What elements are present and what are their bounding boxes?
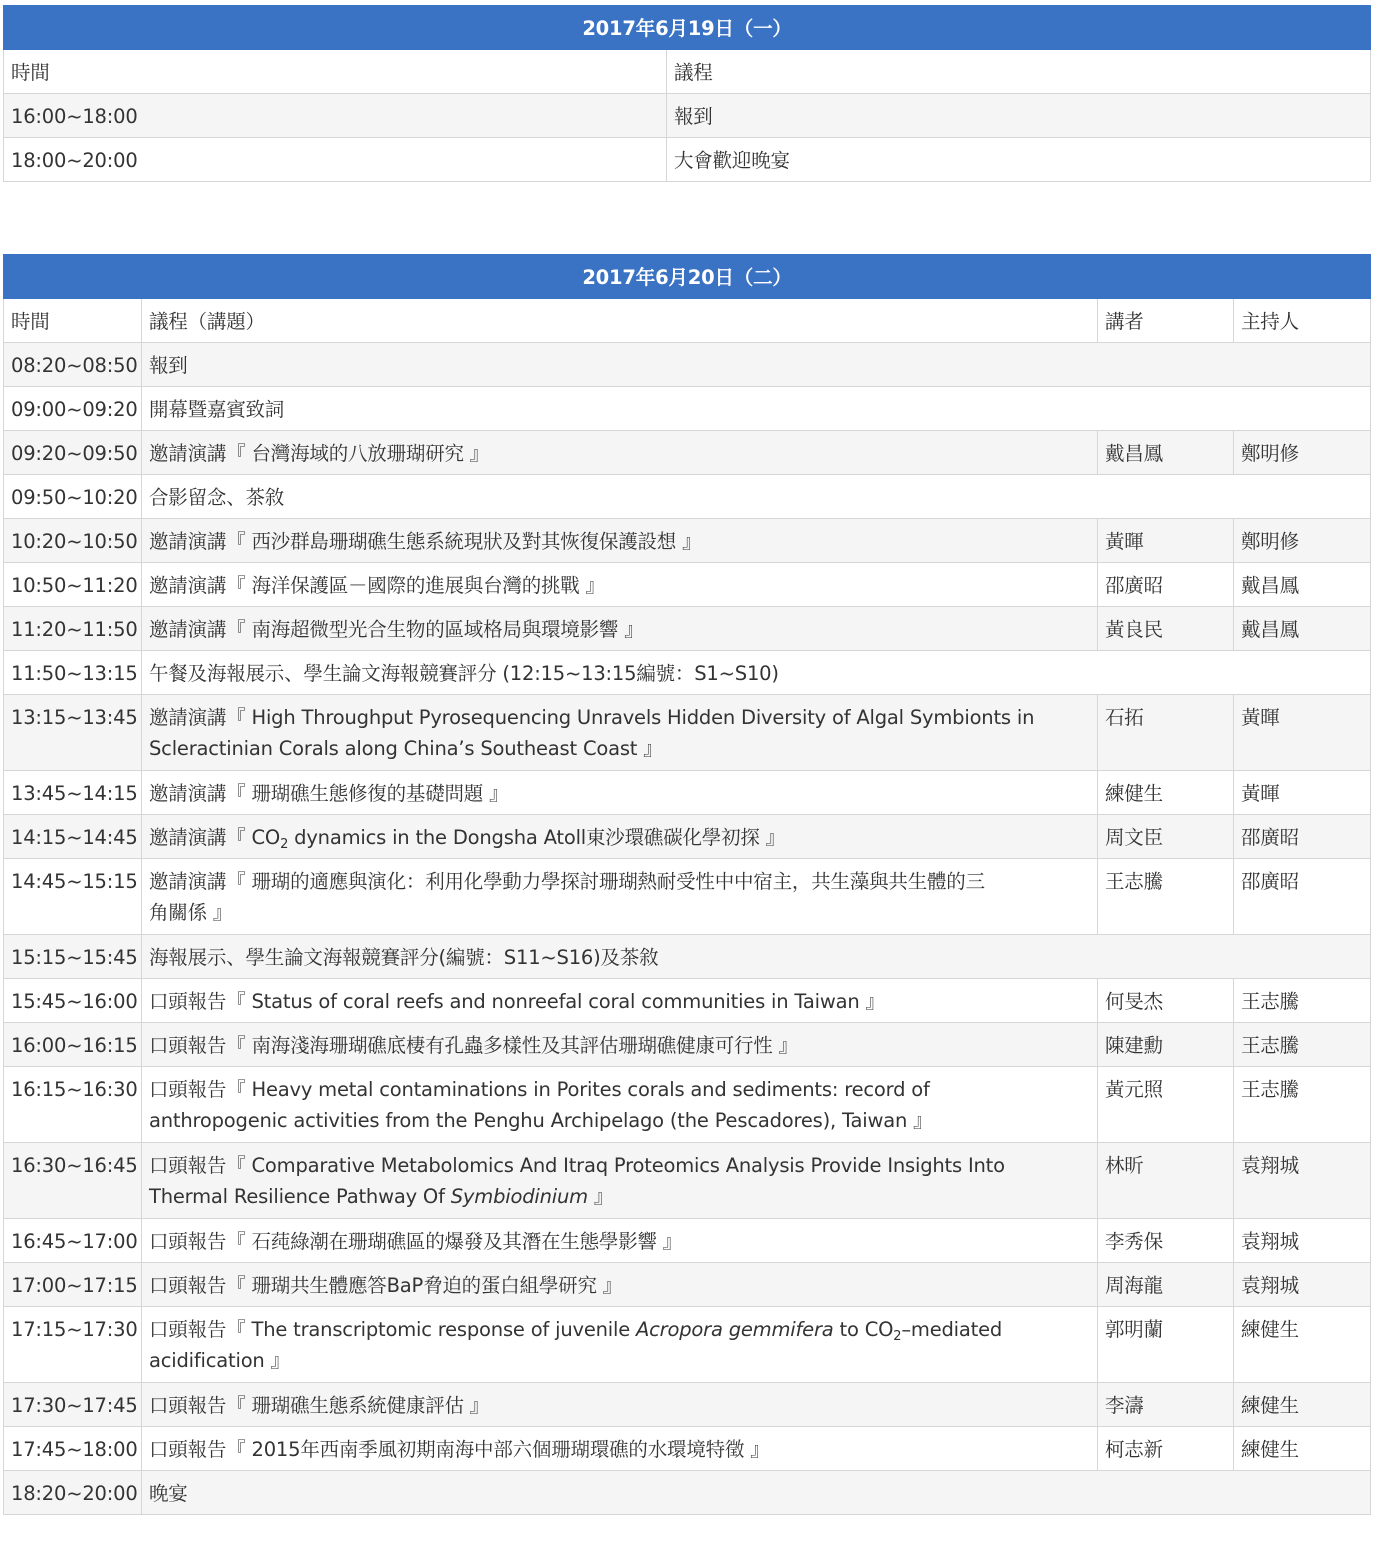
- speaker-cell: 陳建勳: [1098, 1023, 1234, 1067]
- subscript: 2: [280, 837, 289, 852]
- time-cell: 08:20~08:50: [4, 343, 142, 387]
- time-cell: 18:20~20:00: [4, 1471, 142, 1515]
- day2-schedule-table: [3, 254, 1371, 1515]
- table-row: [4, 519, 1371, 563]
- agenda-text: 口頭報告『 The transcriptomic response of juvenile: [149, 1318, 637, 1341]
- host-cell: 練健生: [1234, 1307, 1371, 1383]
- host-cell: 戴昌鳳: [1234, 607, 1371, 651]
- column-header-time: 時間: [4, 299, 142, 343]
- table-row: [4, 387, 1371, 431]
- host-cell: 練健生: [1234, 1383, 1371, 1427]
- table-header-row: [4, 50, 1371, 94]
- time-cell: 13:45~14:15: [4, 771, 142, 815]
- table-row: [4, 94, 1371, 138]
- table-row: [4, 771, 1371, 815]
- speaker-cell: 郭明蘭: [1098, 1307, 1234, 1383]
- host-cell: 黃暉: [1234, 695, 1371, 771]
- agenda-cell: 海報展示、學生論文海報競賽評分(編號：S11~S16)及茶敘: [142, 935, 1371, 979]
- host-cell: 邵廣昭: [1234, 815, 1371, 859]
- speaker-cell: 黃良民: [1098, 607, 1234, 651]
- time-cell: 17:00~17:15: [4, 1263, 142, 1307]
- time-cell: 10:20~10:50: [4, 519, 142, 563]
- table-row: [4, 1067, 1371, 1143]
- speaker-cell: 黃元照: [1098, 1067, 1234, 1143]
- agenda-line: anthropogenic activities from the Penghu Archipelago (the Pescadores), Taiwan 』: [149, 1109, 933, 1132]
- table-row: [4, 979, 1371, 1023]
- agenda-cell: 邀請演講『 西沙群島珊瑚礁生態系統現狀及對其恢復保護設想 』: [142, 519, 1098, 563]
- agenda-cell: 邀請演講『 珊瑚礁生態修復的基礎問題 』: [142, 771, 1098, 815]
- time-cell: 16:00~16:15: [4, 1023, 142, 1067]
- agenda-cell: [142, 695, 1098, 771]
- agenda-line: 邀請演講『 High Throughput Pyrosequencing Unravels Hidden Diversity of Algal Symbionts in: [149, 706, 1035, 729]
- time-cell: 11:50~13:15: [4, 651, 142, 695]
- speaker-cell: 林昕: [1098, 1143, 1234, 1219]
- table-row: [4, 1023, 1371, 1067]
- table-row: [4, 1471, 1371, 1515]
- species-name: Acropora gemmifera: [636, 1318, 834, 1341]
- agenda-line: 邀請演講『 珊瑚的適應與演化：利用化學動力學探討珊瑚熱耐受性中中宿主，共生藻與共生體的三: [149, 870, 985, 893]
- table-row: [4, 695, 1371, 771]
- time-cell: 10:50~11:20: [4, 563, 142, 607]
- agenda-cell: [142, 1307, 1098, 1383]
- agenda-text: dynamics in the Dongsha Atoll東沙環礁碳化學初探 』: [288, 826, 786, 849]
- agenda-cell: [142, 859, 1098, 935]
- agenda-cell: 大會歡迎晚宴: [667, 138, 1371, 182]
- table-row: [4, 1143, 1371, 1219]
- table-row: [4, 815, 1371, 859]
- host-cell: 王志騰: [1234, 1067, 1371, 1143]
- speaker-cell: 周海龍: [1098, 1263, 1234, 1307]
- speaker-cell: 邵廣昭: [1098, 563, 1234, 607]
- time-cell: 09:20~09:50: [4, 431, 142, 475]
- column-header-speaker: 講者: [1098, 299, 1234, 343]
- speaker-cell: 王志騰: [1098, 859, 1234, 935]
- speaker-cell: 戴昌鳳: [1098, 431, 1234, 475]
- table-row: [4, 343, 1371, 387]
- time-cell: 14:45~15:15: [4, 859, 142, 935]
- agenda-line: 角關係 』: [149, 901, 233, 924]
- speaker-cell: 周文臣: [1098, 815, 1234, 859]
- agenda-line: 口頭報告『 Comparative Metabolomics And Itraq Proteomics Analysis Provide Insights Into: [149, 1154, 1005, 1177]
- speaker-cell: 柯志新: [1098, 1427, 1234, 1471]
- host-cell: 黃暉: [1234, 771, 1371, 815]
- agenda-cell: 邀請演講『 海洋保護區－國際的進展與台灣的挑戰 』: [142, 563, 1098, 607]
- table-row: [4, 1383, 1371, 1427]
- time-cell: 15:45~16:00: [4, 979, 142, 1023]
- column-header-host: 主持人: [1234, 299, 1371, 343]
- table-row: [4, 1427, 1371, 1471]
- table-row: [4, 431, 1371, 475]
- time-cell: 18:00~20:00: [4, 138, 667, 182]
- table-row: [4, 475, 1371, 519]
- agenda-cell: 開幕暨嘉賓致詞: [142, 387, 1371, 431]
- host-cell: 袁翔城: [1234, 1219, 1371, 1263]
- host-cell: 袁翔城: [1234, 1143, 1371, 1219]
- table-header-row: [4, 299, 1371, 343]
- table-row: [4, 563, 1371, 607]
- agenda-cell: [142, 815, 1098, 859]
- agenda-cell: 口頭報告『 南海淺海珊瑚礁底棲有孔蟲多樣性及其評估珊瑚礁健康可行性 』: [142, 1023, 1098, 1067]
- host-cell: 王志騰: [1234, 1023, 1371, 1067]
- subscript: 2: [893, 1329, 902, 1344]
- agenda-cell: 邀請演講『 台灣海域的八放珊瑚研究 』: [142, 431, 1098, 475]
- day1-schedule-table: [3, 5, 1371, 182]
- time-cell: 16:45~17:00: [4, 1219, 142, 1263]
- host-cell: 練健生: [1234, 1427, 1371, 1471]
- time-cell: 11:20~11:50: [4, 607, 142, 651]
- agenda-text: to CO: [833, 1318, 894, 1341]
- table-row: [4, 935, 1371, 979]
- table-row: [4, 138, 1371, 182]
- time-cell: 17:45~18:00: [4, 1427, 142, 1471]
- agenda-text: –mediated: [901, 1318, 1003, 1341]
- table-row: [4, 859, 1371, 935]
- host-cell: 邵廣昭: [1234, 859, 1371, 935]
- column-header-agenda: 議程: [667, 50, 1371, 94]
- table-row: [4, 607, 1371, 651]
- day1-date-header: 2017年6月19日（一）: [4, 6, 1371, 50]
- speaker-cell: 何旻杰: [1098, 979, 1234, 1023]
- speaker-cell: 練健生: [1098, 771, 1234, 815]
- host-cell: 袁翔城: [1234, 1263, 1371, 1307]
- agenda-cell: 晚宴: [142, 1471, 1371, 1515]
- agenda-cell: 報到: [667, 94, 1371, 138]
- agenda-line: 口頭報告『 Heavy metal contaminations in Porites corals and sediments: record of: [149, 1078, 930, 1101]
- agenda-cell: 口頭報告『 珊瑚礁生態系統健康評估 』: [142, 1383, 1098, 1427]
- agenda-cell: [142, 1143, 1098, 1219]
- host-cell: 戴昌鳳: [1234, 563, 1371, 607]
- time-cell: 09:00~09:20: [4, 387, 142, 431]
- time-cell: 17:30~17:45: [4, 1383, 142, 1427]
- time-cell: 16:30~16:45: [4, 1143, 142, 1219]
- speaker-cell: 黃暉: [1098, 519, 1234, 563]
- day2-date-header: 2017年6月20日（二）: [4, 255, 1371, 299]
- table-row: [4, 1307, 1371, 1383]
- agenda-text: 邀請演講『 CO: [149, 826, 281, 849]
- time-cell: 17:15~17:30: [4, 1307, 142, 1383]
- agenda-text: Thermal Resilience Pathway Of: [149, 1185, 451, 1208]
- time-cell: 16:15~16:30: [4, 1067, 142, 1143]
- agenda-text: 』: [587, 1185, 614, 1208]
- time-cell: 16:00~18:00: [4, 94, 667, 138]
- time-cell: 13:15~13:45: [4, 695, 142, 771]
- agenda-cell: 邀請演講『 南海超微型光合生物的區域格局與環境影響 』: [142, 607, 1098, 651]
- speaker-cell: 李秀保: [1098, 1219, 1234, 1263]
- species-name: Symbiodinium: [450, 1185, 588, 1208]
- host-cell: 王志騰: [1234, 979, 1371, 1023]
- table-row: [4, 1219, 1371, 1263]
- agenda-cell: [142, 1067, 1098, 1143]
- time-cell: 15:15~15:45: [4, 935, 142, 979]
- speaker-cell: 李濤: [1098, 1383, 1234, 1427]
- host-cell: 鄭明修: [1234, 431, 1371, 475]
- agenda-cell: 口頭報告『 珊瑚共生體應答BaP脅迫的蛋白組學研究 』: [142, 1263, 1098, 1307]
- agenda-line: Scleractinian Corals along China’s Southeast Coast 』: [149, 737, 663, 760]
- agenda-line: acidification 』: [149, 1349, 290, 1372]
- speaker-cell: 石拓: [1098, 695, 1234, 771]
- time-cell: 09:50~10:20: [4, 475, 142, 519]
- agenda-cell: 報到: [142, 343, 1371, 387]
- agenda-cell: 口頭報告『 石莼綠潮在珊瑚礁區的爆發及其潛在生態學影響 』: [142, 1219, 1098, 1263]
- host-cell: 鄭明修: [1234, 519, 1371, 563]
- column-header-time: 時間: [4, 50, 667, 94]
- table-row: [4, 1263, 1371, 1307]
- time-cell: 14:15~14:45: [4, 815, 142, 859]
- table-row: [4, 651, 1371, 695]
- agenda-cell: 口頭報告『 2015年西南季風初期南海中部六個珊瑚環礁的水環境特徵 』: [142, 1427, 1098, 1471]
- agenda-cell: 口頭報告『 Status of coral reefs and nonreefal coral communities in Taiwan 』: [142, 979, 1098, 1023]
- column-header-agenda: 議程（講題）: [142, 299, 1098, 343]
- agenda-cell: 午餐及海報展示、學生論文海報競賽評分 (12:15~13:15編號：S1~S10): [142, 651, 1371, 695]
- agenda-cell: 合影留念、茶敘: [142, 475, 1371, 519]
